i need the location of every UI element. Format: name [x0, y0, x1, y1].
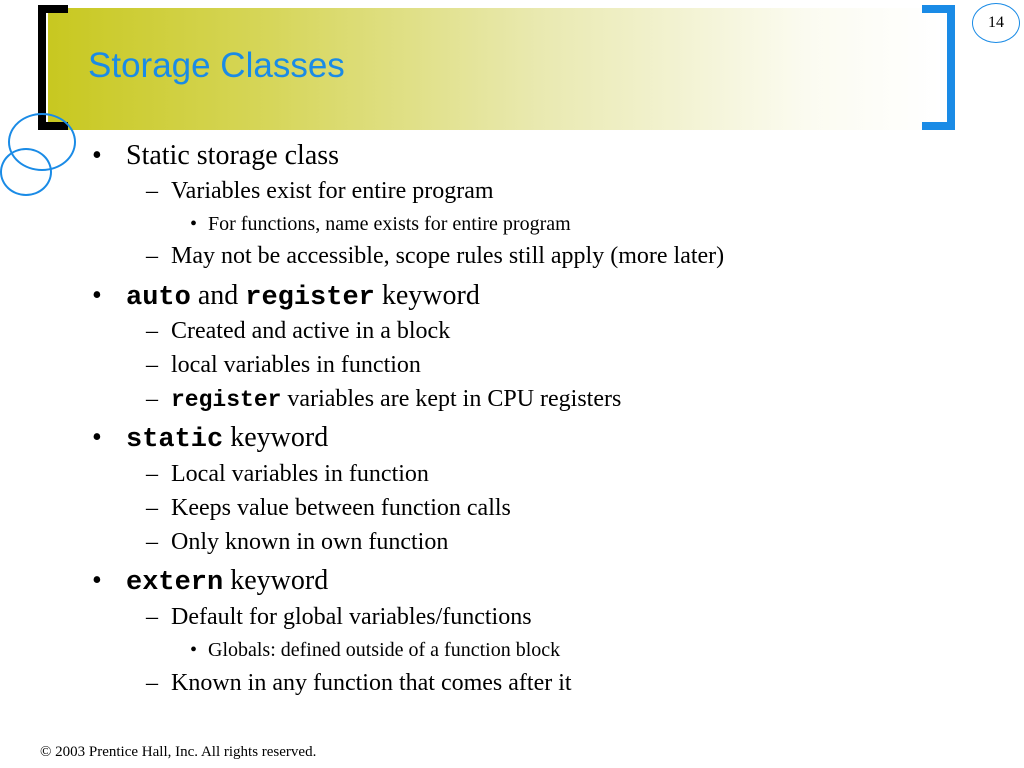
bullet-level1	[92, 565, 328, 598]
bullet-level2	[146, 352, 421, 379]
page-number: 14	[972, 3, 1020, 43]
bullet-marker: •	[190, 213, 198, 235]
bullet-level2	[146, 243, 724, 270]
bullet-level1	[92, 140, 339, 172]
circle-decoration	[0, 148, 52, 196]
right-bracket-decoration	[922, 5, 955, 130]
bullet-text: Variables exist for entire program	[171, 178, 494, 204]
dash-marker: –	[146, 243, 158, 269]
bullet-level3	[190, 213, 571, 236]
bullet-text: Static storage class	[126, 140, 340, 171]
bullet-marker: •	[190, 639, 198, 661]
keyword-auto: auto	[126, 283, 191, 313]
bullet-marker: •	[92, 422, 102, 453]
dash-marker: –	[146, 178, 158, 204]
bullet-text: Globals: defined outside of a function block	[208, 639, 561, 661]
bullet-text: For functions, name exists for entire program	[208, 213, 571, 235]
bullet-text: keyword	[230, 422, 329, 453]
dash-marker: –	[146, 670, 158, 696]
bullet-level2	[146, 318, 450, 345]
dash-marker: –	[146, 461, 158, 487]
keyword-static: static	[126, 425, 224, 455]
bullet-text: May not be accessible, scope rules still apply (more later)	[171, 243, 725, 269]
bullet-level3	[190, 639, 560, 662]
bullet-marker: •	[92, 565, 102, 596]
bullet-level2	[146, 529, 448, 556]
keyword-register: register	[171, 387, 282, 413]
bullet-level2	[146, 178, 494, 205]
bullet-text: keyword	[230, 565, 329, 596]
bullet-text: Created and active in a block	[171, 318, 451, 344]
bullet-text: Default for global variables/functions	[171, 604, 532, 630]
bullet-level2	[146, 461, 429, 488]
bullet-level2	[146, 495, 511, 522]
bullet-marker: •	[92, 140, 102, 171]
bullet-level2	[146, 604, 532, 631]
bullet-text: keyword	[381, 280, 480, 311]
bullet-level1	[92, 280, 480, 313]
bullet-text: Known in any function that comes after it	[171, 670, 572, 696]
dash-marker: –	[146, 529, 158, 555]
keyword-register: register	[245, 283, 375, 313]
bullet-text: and	[197, 280, 239, 311]
bullet-level2	[146, 386, 621, 413]
bullet-text: local variables in function	[171, 352, 421, 378]
bullet-text: variables are kept in CPU registers	[287, 386, 622, 412]
dash-marker: –	[146, 318, 158, 344]
bullet-marker: •	[92, 280, 102, 311]
bullet-level1	[92, 422, 328, 455]
dash-marker: –	[146, 604, 158, 630]
keyword-extern: extern	[126, 568, 224, 598]
bullet-text: Local variables in function	[171, 461, 429, 487]
copyright-footer: © 2003 Prentice Hall, Inc. All rights reserved.	[40, 744, 317, 760]
bullet-level2	[146, 670, 572, 697]
left-bracket-decoration	[38, 5, 68, 130]
dash-marker: –	[146, 386, 158, 412]
slide-title: Storage Classes	[88, 46, 345, 85]
dash-marker: –	[146, 352, 158, 378]
dash-marker: –	[146, 495, 158, 521]
bullet-text: Keeps value between function calls	[171, 495, 511, 521]
bullet-text: Only known in own function	[171, 529, 449, 555]
